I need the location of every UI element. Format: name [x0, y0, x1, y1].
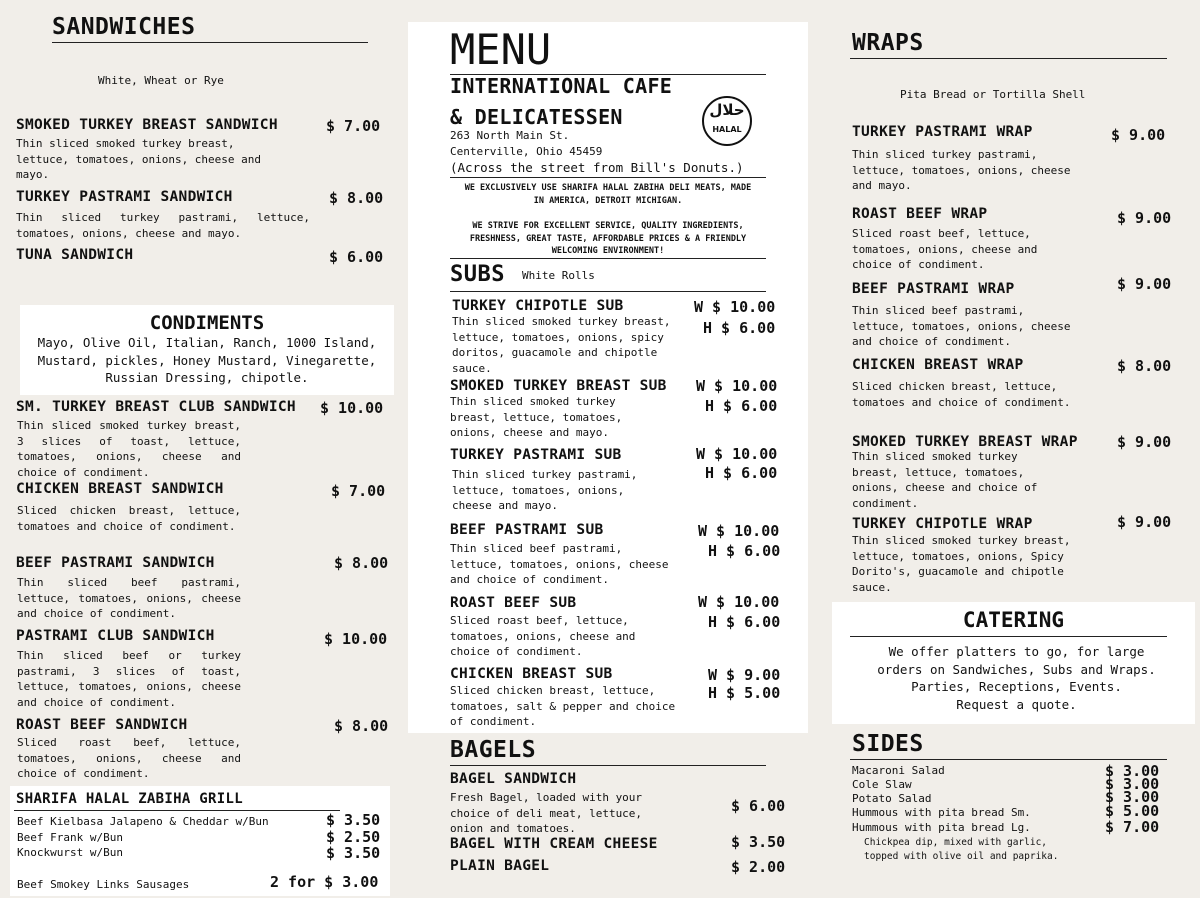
sandwiches-title: SANDWICHES: [52, 14, 196, 40]
cafe-name-line1: INTERNATIONAL CAFE: [450, 74, 673, 98]
sandwich-item-name: ROAST BEEF SANDWICH: [16, 717, 188, 733]
side-item-name: Potato Salad: [852, 792, 932, 805]
sub-item-desc: Thin sliced smoked turkey breast, lettuce, tomatoes, onions, spicy doritos, guacamole and chipotle sauce.: [452, 315, 671, 375]
sub-item-name: BEEF PASTRAMI SUB: [450, 522, 604, 538]
sub-item-price-whole: W $ 9.00: [708, 666, 781, 684]
condiments-text: Mayo, Olive Oil, Italian, Ranch, 1000 Island, Mustard, pickles, Honey Mustard, Vinegarette, Russian Dressing, chipotle.: [37, 335, 377, 385]
wrap-item-desc: Thin sliced smoked turkey breast, lettuce, tomatoes, onions, cheese and choice of condiment.: [852, 450, 1038, 510]
subs-subtitle: White Rolls: [522, 269, 595, 282]
menu-title: MENU: [450, 25, 552, 74]
sub-item-name: TURKEY CHIPOTLE SUB: [452, 298, 624, 314]
side-item-price: $ 3.00: [1105, 775, 1160, 793]
bagel-item-name: BAGEL SANDWICH: [450, 771, 577, 787]
wrap-item-price: $ 9.00: [1117, 433, 1172, 451]
wrap-item-name: SMOKED TURKEY BREAST WRAP: [852, 434, 1078, 450]
side-item-price: $ 7.00: [1105, 818, 1160, 836]
halal-label: HALAL: [712, 125, 742, 134]
sub-item-desc: Thin sliced beef pastrami, lettuce, tomatoes, onions, cheese and choice of condiment.: [450, 542, 669, 586]
catering-line: We offer platters to go, for large: [888, 644, 1145, 659]
grill-title-rule: [14, 810, 340, 811]
sandwich-item-price: $ 6.00: [329, 248, 384, 266]
condiments-title: CONDIMENTS: [149, 312, 265, 334]
sub-item-price-half: H $ 6.00: [705, 397, 778, 415]
wrap-item-desc: Thin sliced turkey pastrami, lettuce, tomatoes, onions, cheese and mayo.: [852, 148, 1071, 192]
sub-item-price-half: H $ 5.00: [708, 684, 781, 702]
grill-item-name: Beef Smokey Links Sausages: [17, 878, 190, 891]
wrap-item-desc: Thin sliced smoked turkey breast, lettuce, tomatoes, onions, Spicy Dorito's, guacamole and chipotle sauce.: [852, 534, 1071, 594]
wrap-item-desc: Thin sliced beef pastrami, lettuce, tomatoes, onions, cheese and choice of condiment.: [852, 304, 1071, 348]
sub-item-price-half: H $ 6.00: [703, 319, 776, 337]
catering-rule: [850, 636, 1167, 637]
sandwich-item-price: $ 10.00: [320, 399, 384, 417]
sandwich-item-name: CHICKEN BREAST SANDWICH: [16, 481, 224, 497]
menu-panel: [408, 22, 808, 733]
subs-title-rule: [450, 291, 766, 292]
wrap-item-price: $ 8.00: [1117, 357, 1172, 375]
sub-item-desc: Thin sliced turkey pastrami, lettuce, tomatoes, onions, cheese and mayo.: [452, 468, 638, 512]
sub-item-desc: Sliced chicken breast, lettuce, tomatoes, salt & pepper and choice of condiment.: [450, 684, 676, 728]
wrap-item-desc: Sliced chicken breast, lettuce, tomatoes and choice of condiment.: [852, 380, 1071, 409]
side-item-name: Cole Slaw: [852, 778, 912, 791]
sandwich-item-desc: Sliced roast beef, lettuce, tomatoes, onions, cheese and choice of condiment.: [17, 736, 241, 780]
wraps-title-rule: [850, 58, 1167, 59]
halal-logo: [702, 96, 752, 146]
sandwiches-subtitle: White, Wheat or Rye: [98, 74, 224, 87]
sides-title: SIDES: [852, 731, 924, 757]
wraps-subtitle: Pita Bread or Tortilla Shell: [900, 88, 1086, 101]
side-item-name: Macaroni Salad: [852, 764, 945, 777]
wrap-item-name: BEEF PASTRAMI WRAP: [852, 281, 1015, 297]
sandwich-item-desc: Thin sliced smoked turkey breast, 3 slices of toast, lettuce, tomatoes, onions, cheese and choice of condiment.: [17, 419, 241, 479]
halal-arabic: حلال: [709, 101, 745, 119]
bagel-item-name: BAGEL WITH CREAM CHEESE: [450, 836, 658, 852]
grill-title: SHARIFA HALAL ZABIHA GRILL: [16, 791, 243, 807]
wrap-item-name: TURKEY PASTRAMI WRAP: [852, 124, 1033, 140]
note-rule: [450, 258, 766, 259]
grill-item-name: Beef Kielbasa Jalapeno & Cheddar w/Bun: [17, 815, 269, 828]
sandwich-item-price: $ 10.00: [324, 630, 388, 648]
sub-item-price-half: H $ 6.00: [708, 542, 781, 560]
sub-item-price-whole: W $ 10.00: [694, 298, 776, 316]
sandwich-item-price: $ 8.00: [329, 189, 384, 207]
wrap-item-name: ROAST BEEF WRAP: [852, 206, 988, 222]
sandwich-item-desc: Thin sliced beef pastrami, lettuce, tomatoes, onions, cheese and choice of condiment.: [17, 576, 241, 620]
wrap-item-name: CHICKEN BREAST WRAP: [852, 357, 1024, 373]
wraps-title: WRAPS: [852, 30, 924, 56]
address-note: (Across the street from Bill's Donuts.): [450, 160, 744, 175]
sandwich-item-name: PASTRAMI CLUB SANDWICH: [16, 628, 215, 644]
sandwich-item-price: $ 8.00: [334, 717, 389, 735]
bagel-item-price: $ 2.00: [731, 858, 786, 876]
wrap-item-price: $ 9.00: [1117, 209, 1172, 227]
sandwiches-title-rule: [52, 42, 368, 43]
sandwich-item-desc: Sliced chicken breast, lettuce, tomatoes and choice of condiment.: [17, 504, 241, 533]
sandwich-item-desc: Thin sliced beef or turkey pastrami, 3 slices of toast, lettuce, tomatoes, onions, cheese and choice of condiment.: [17, 649, 241, 709]
wrap-item-name: TURKEY CHIPOTLE WRAP: [852, 516, 1033, 532]
bagels-title-rule: [450, 765, 766, 766]
sandwich-item-desc: Thin sliced turkey pastrami, lettuce, tomatoes, onions, cheese and mayo.: [16, 211, 310, 240]
side-item-name: Hummous with pita bread Lg.: [852, 821, 1031, 834]
side-item-name: Hummous with pita bread Sm.: [852, 806, 1031, 819]
sandwich-item-name: BEEF PASTRAMI SANDWICH: [16, 555, 215, 571]
sub-item-price-whole: W $ 10.00: [698, 522, 780, 540]
meat-note: WE EXCLUSIVELY USE SHARIFA HALAL ZABIHA DELI MEATS, MADE IN AMERICA, DETROIT MICHIGAN.: [464, 183, 752, 206]
wrap-item-desc: Sliced roast beef, lettuce, tomatoes, onions, cheese and choice of condiment.: [852, 227, 1038, 271]
catering-box: [832, 602, 1195, 724]
sandwich-item-name: SMOKED TURKEY BREAST SANDWICH: [16, 117, 278, 133]
sides-title-rule: [850, 759, 1167, 760]
side-item-price: $ 3.00: [1105, 788, 1160, 806]
cafe-name-line2: & DELICATESSEN: [450, 105, 623, 129]
sandwich-item-name: SM. TURKEY BREAST CLUB SANDWICH: [16, 399, 296, 415]
catering-line: Request a quote.: [956, 696, 1077, 712]
bagel-item-name: PLAIN BAGEL: [450, 858, 550, 874]
side-item-price: $ 5.00: [1105, 802, 1160, 820]
grill-item-price: $ 2.50: [326, 828, 381, 846]
sub-item-name: TURKEY PASTRAMI SUB: [450, 447, 622, 463]
grill-item-price: 2 for $ 3.00: [270, 873, 379, 891]
grill-item-price: $ 3.50: [326, 844, 381, 862]
sandwich-item-price: $ 7.00: [326, 117, 381, 135]
address-rule: [450, 177, 766, 178]
wrap-item-price: $ 9.00: [1117, 513, 1172, 531]
grill-box: [10, 786, 390, 896]
sides-note: Chickpea dip, mixed with garlic, topped with olive oil and paprika.: [864, 837, 1059, 862]
sub-item-name: CHICKEN BREAST SUB: [450, 666, 613, 682]
bagel-item-price: $ 6.00: [731, 797, 786, 815]
sub-item-price-whole: W $ 10.00: [696, 445, 778, 463]
service-note: WE STRIVE FOR EXCELLENT SERVICE, QUALITY INGREDIENTS, FRESHNESS, GREAT TASTE, AFFORDABLE PRICES & A FRIENDLY WELCOMING ENVIRONMENT!: [469, 221, 747, 256]
sub-item-desc: Sliced roast beef, lettuce, tomatoes, onions, cheese and choice of condiment.: [450, 614, 636, 658]
bagel-item-desc: Fresh Bagel, loaded with your choice of deli meat, lettuce, onion and tomatoes.: [450, 791, 643, 835]
sub-item-name: ROAST BEEF SUB: [450, 595, 577, 611]
sub-item-price-half: H $ 6.00: [705, 464, 778, 482]
wrap-item-price: $ 9.00: [1117, 275, 1172, 293]
wrap-item-price: $ 9.00: [1111, 126, 1166, 144]
catering-line: orders on Sandwiches, Subs and Wraps.: [877, 661, 1156, 677]
sandwich-item-price: $ 7.00: [331, 482, 386, 500]
bagels-title: BAGELS: [450, 737, 537, 763]
catering-title: CATERING: [962, 608, 1065, 632]
address-street: 263 North Main St.: [450, 129, 570, 142]
address-city: Centerville, Ohio 45459: [450, 145, 603, 158]
sandwich-item-desc: Thin sliced smoked turkey breast, lettuce, tomatoes, onions, cheese and mayo.: [16, 137, 262, 181]
subs-title: SUBS: [450, 262, 505, 287]
grill-item-name: Beef Frank w/Bun: [17, 831, 123, 844]
sandwich-item-name: TURKEY PASTRAMI SANDWICH: [16, 189, 233, 205]
condiments-box: [20, 305, 394, 395]
side-item-price: $ 3.00: [1105, 762, 1160, 780]
sandwich-item-name: TUNA SANDWICH: [16, 247, 134, 263]
sub-item-desc: Thin sliced smoked turkey breast, lettuce, tomatoes, onions, cheese and mayo.: [450, 395, 623, 439]
grill-item-name: Knockwurst w/Bun: [17, 846, 123, 859]
sub-item-price-whole: W $ 10.00: [696, 377, 778, 395]
grill-item-price: $ 3.50: [326, 811, 381, 829]
sub-item-price-half: H $ 6.00: [708, 613, 781, 631]
sub-item-name: SMOKED TURKEY BREAST SUB: [450, 378, 667, 394]
catering-line: Parties, Receptions, Events.: [911, 679, 1122, 694]
sandwich-item-price: $ 8.00: [334, 554, 389, 572]
bagel-item-price: $ 3.50: [731, 833, 786, 851]
sub-item-price-whole: W $ 10.00: [698, 593, 780, 611]
